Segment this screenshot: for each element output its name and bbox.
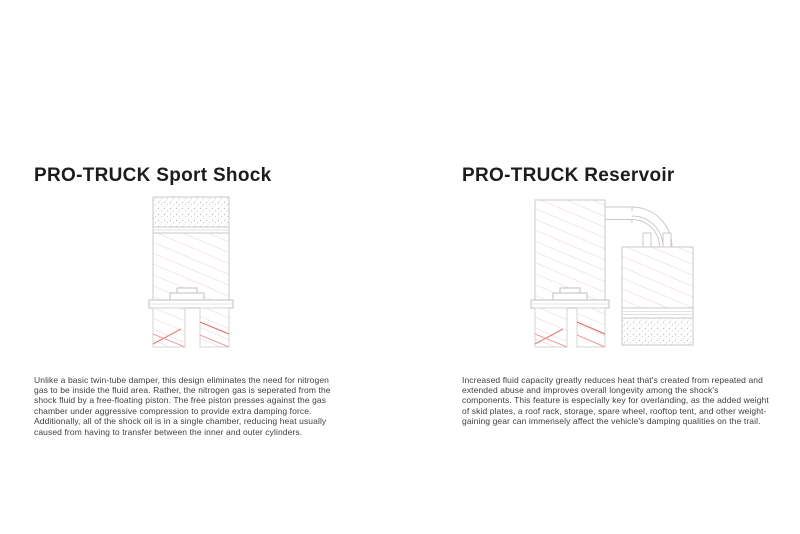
reservoir-gas-chamber	[622, 318, 693, 345]
piston-rod-section	[153, 308, 229, 347]
reservoir-divider-piston	[622, 308, 693, 318]
reservoir-title: PRO-TRUCK Reservoir	[462, 164, 675, 186]
reservoir-canister	[622, 233, 693, 345]
floating-piston	[153, 227, 229, 233]
reservoir-inlet-neck	[663, 233, 671, 247]
reservoir-shock-cross-section-diagram	[530, 195, 700, 353]
gas-chamber	[153, 197, 229, 227]
connecting-tube	[605, 207, 672, 247]
reservoir-description: Increased fluid capacity greatly reduces heat that's created from repeated and extended abuse and improves overall longevity among the shock's components. This feature is especially key for overlanding, as the added weight of skid plates, a roof rack, storage, spare wheel, rooftop tent, and other weight-gaining gear can immensely affect the vehicle's damping qualities on the trail.	[462, 374, 769, 427]
piston-rod-section	[535, 308, 605, 347]
sport-shock-cross-section-diagram	[145, 195, 240, 353]
reservoir-fluid-chamber	[622, 247, 693, 308]
reservoir-inlet-neck	[643, 233, 651, 247]
shock-body-fluid-chamber	[535, 200, 605, 300]
sport-shock-description: Unlike a basic twin-tube damper, this design eliminates the need for nitrogen gas to be inside the fluid area. Rather, the nitrogen gas is seperated from the shock fluid by a free-floating piston. The free piston presses against the gas chamber under aggressive compression to provide extra damping force. Additionally, all of the shock oil is in a single chamber, reducing heat usually caused from having to transfer between the inner and outer cylinders.	[34, 374, 331, 437]
sport-shock-title: PRO-TRUCK Sport Shock	[34, 164, 272, 186]
